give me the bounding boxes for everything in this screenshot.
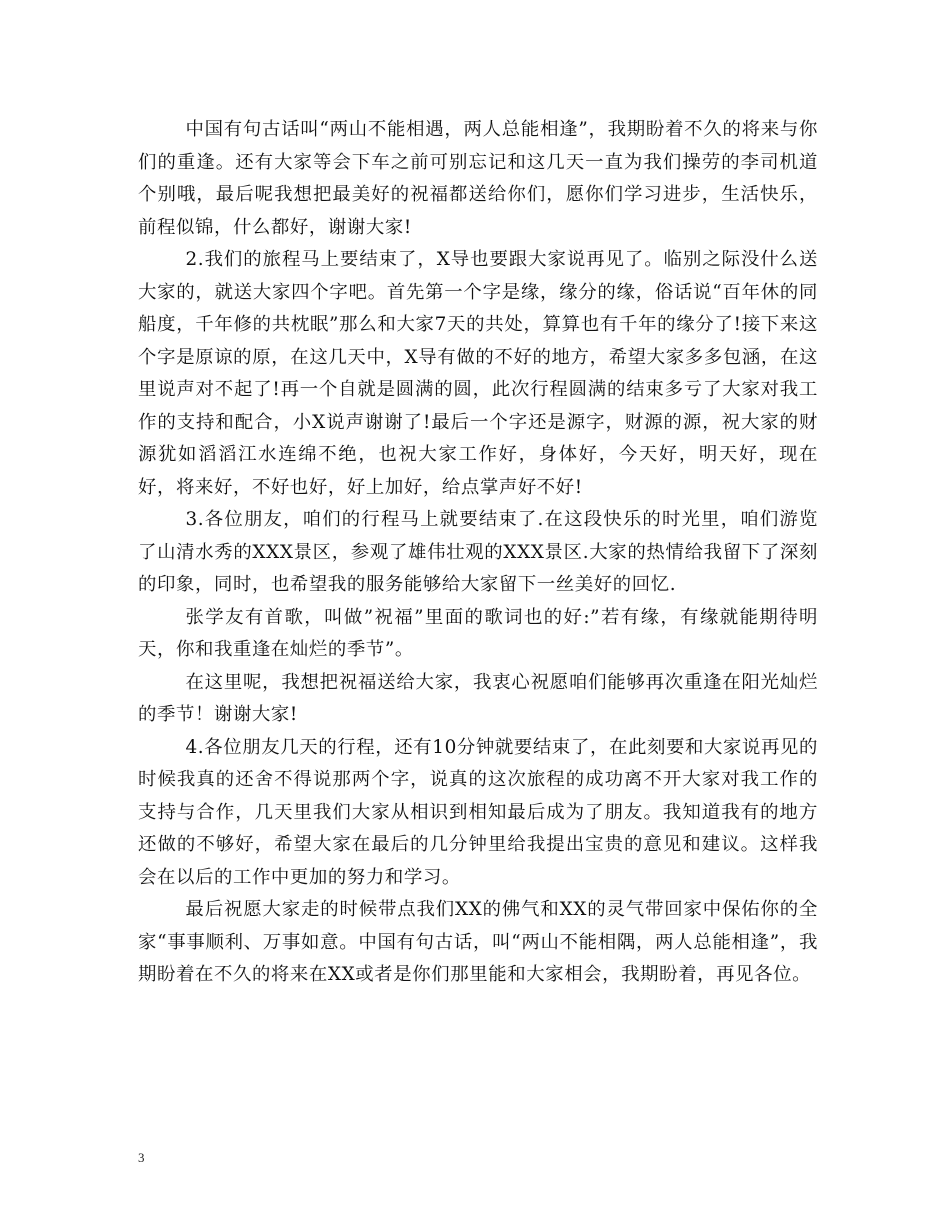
paragraph-song-lyrics: 张学友有首歌，叫做”祝福”里面的歌词也的好:”若有缘，有缘就能期待明天，你和我重逢在灿烂的季节”。 <box>138 606 818 660</box>
paragraph-blessing: 在这里呢，我想把祝福送给大家，我衷心祝愿咱们能够再次重逢在阳光灿烂的季节！谢谢大家! <box>138 671 818 725</box>
paragraph-ten-minutes: 4.各位朋友几天的行程，还有10分钟就要结束了，在此刻要和大家说再见的时候我真的还舍不得说那两个字，说真的这次旅程的成功离不开大家对我工作的支持与合作，几天里我们大家从相识到相知最后成为了朋友。我知道我有的地方还做的不够好，希望大家在最后的几分钟里给我提出宝贵的意见和建议。这样我会在以后的工作中更加的努力和学习。 <box>138 736 818 888</box>
page-number: 3 <box>138 1150 145 1165</box>
paragraph-farewell-reunion: 中国有句古话叫“两山不能相遇，两人总能相逢”，我期盼着不久的将来与你们的重逢。还有大家等会下车之前可别忘记和这几天一直为我们操劳的李司机道个别哦，最后呢我想把最美好的祝福都送给你们，愿你们学习进步，生活快乐，前程似锦，什么都好，谢谢大家! <box>138 119 818 238</box>
paragraph-four-words: 2.我们的旅程马上要结束了，X导也要跟大家说再见了。临别之际没什么送大家的，就送大家四个字吧。首先第一个字是缘，缘分的缘，俗话说“百年休的同船度，千年修的共枕眠”那么和大家7天的共处，算算也有千年的缘分了!接下来这个字是原谅的原，在这几天中，X导有做的不好的地方，希望大家多多包涵，在这里说声对不起了!再一个自就是圆满的圆，此次行程圆满的结束多亏了大家对我工作的支持和配合，小X说声谢谢了!最后一个字还是源字，财源的源，祝大家的财源犹如滔滔江水连绵不绝，也祝大家工作好，身体好，今天好，明天好，现在好，将来好，不好也好，好上加好，给点掌声好不好! <box>138 249 818 498</box>
document-body <box>138 114 818 992</box>
paragraph-final-wishes: 最后祝愿大家走的时候带点我们XX的佛气和XX的灵气带回家中保佑你的全家“事事顺利、万事如意。中国有句古话，叫“两山不能相隅，两人总能相逢”，我期盼着在不久的将来在XX或者是你们那里能和大家相会，我期盼着，再见各位。 <box>138 899 818 985</box>
paragraph-trip-ending: 3.各位朋友，咱们的行程马上就要结束了.在这段快乐的时光里，咱们游览了山清水秀的XXX景区，参观了雄伟壮观的XXX景区.大家的热情给我留下了深刻的印象，同时，也希望我的服务能够给大家留下一丝美好的回忆. <box>138 509 818 595</box>
